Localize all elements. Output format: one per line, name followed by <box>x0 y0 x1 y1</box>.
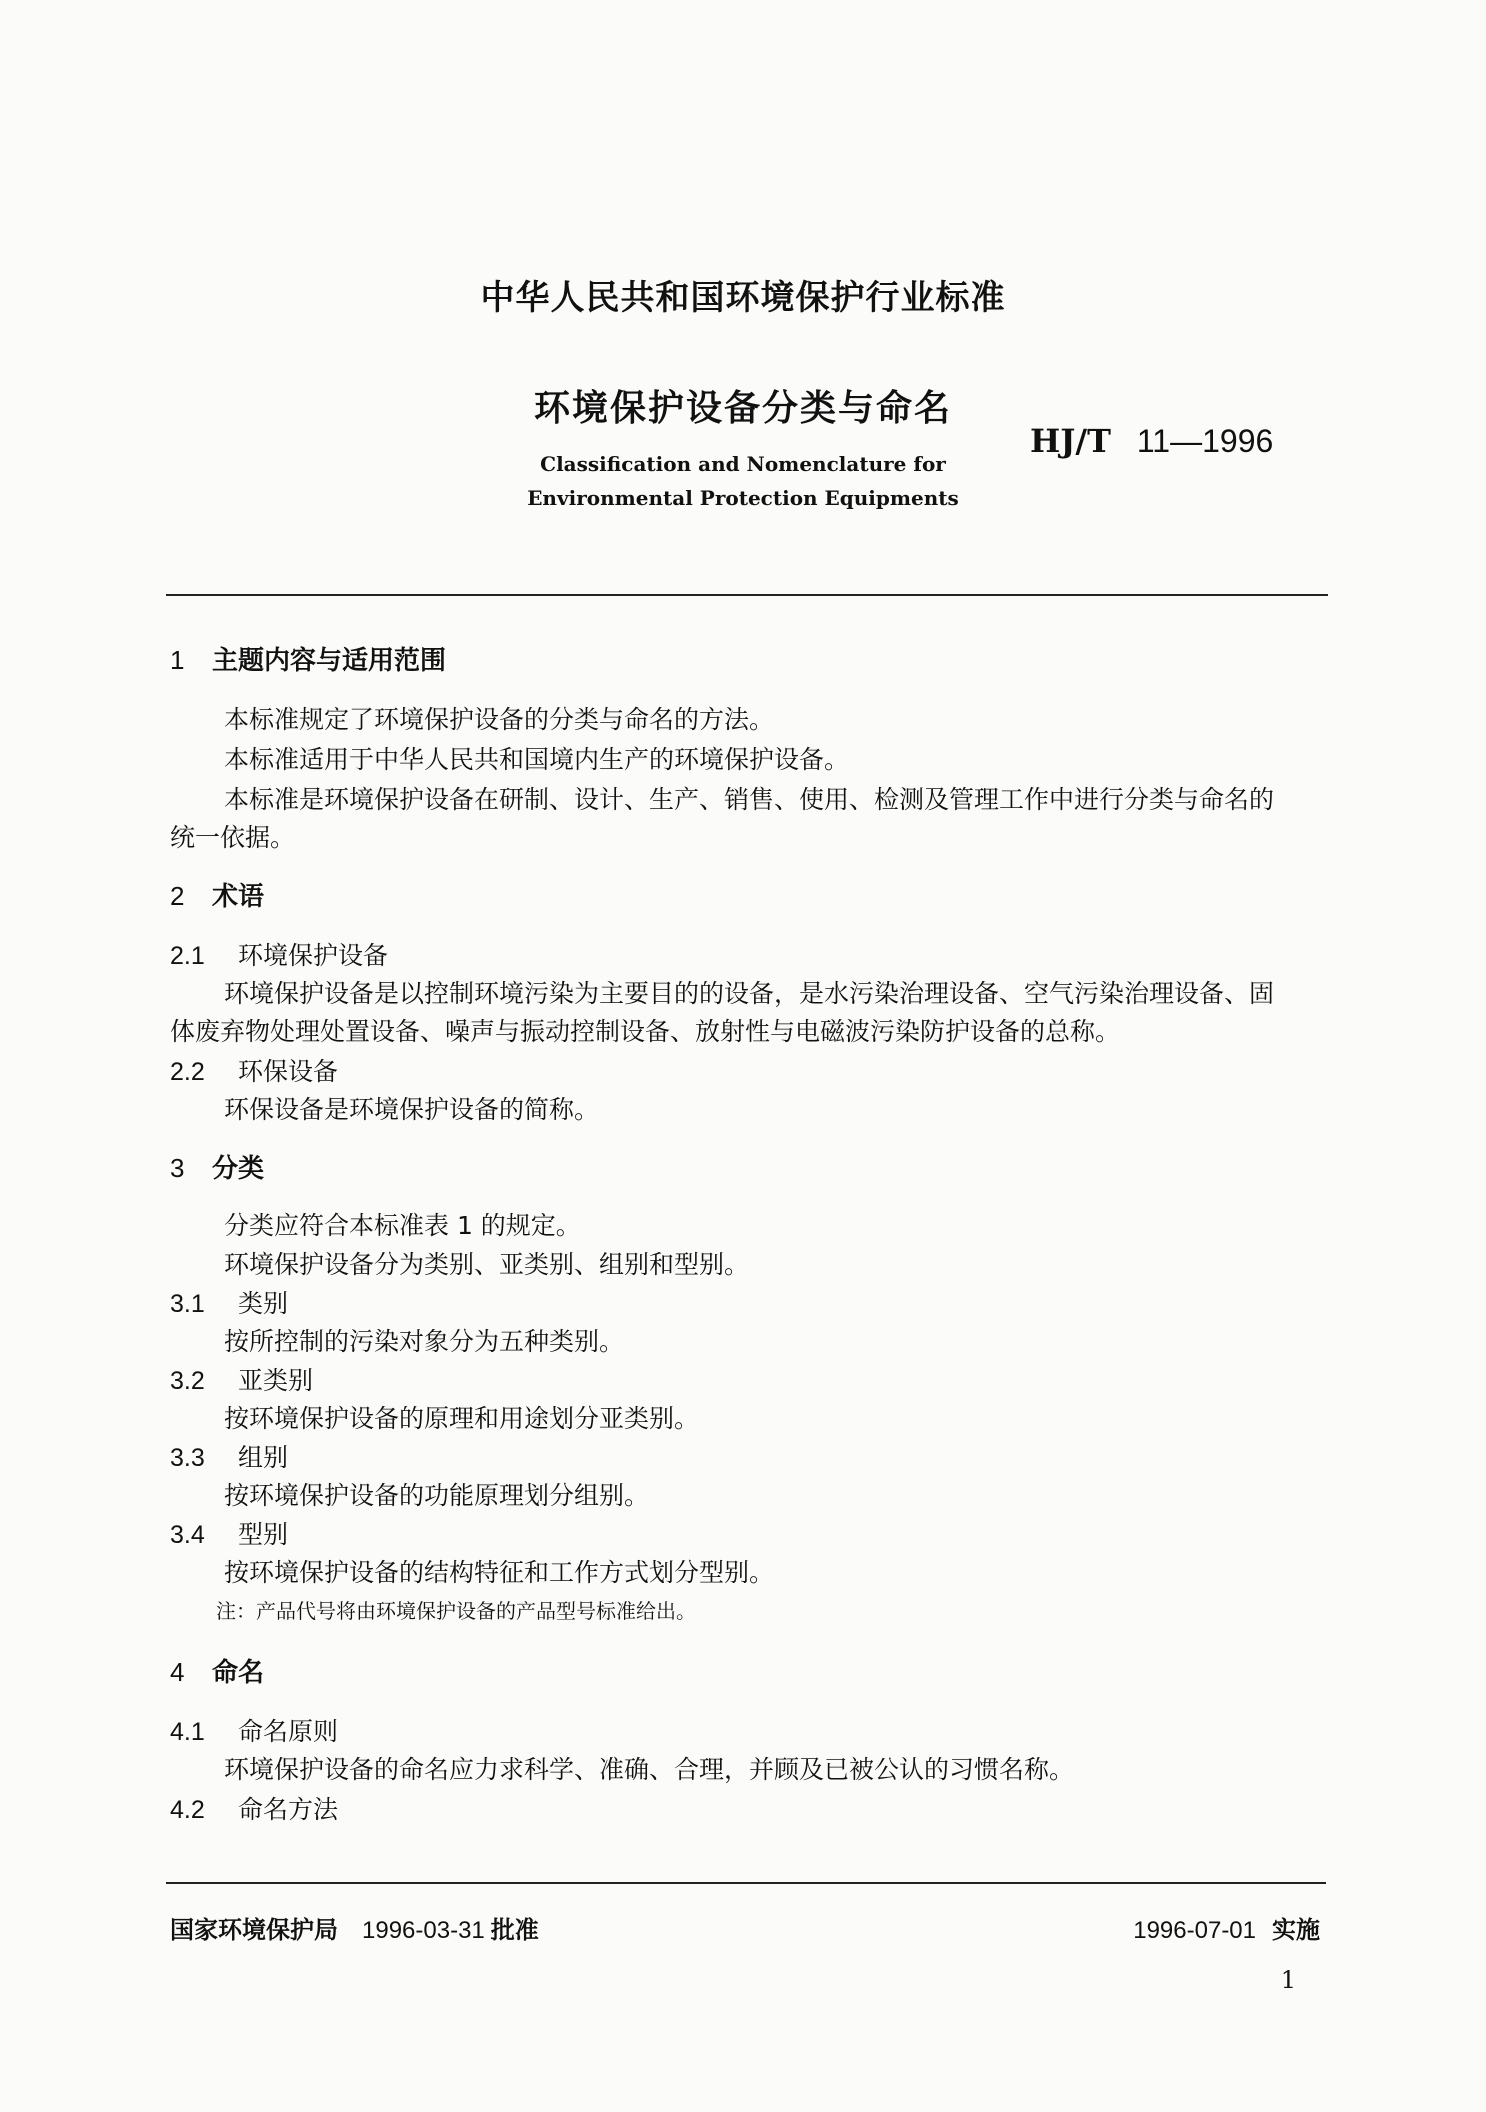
section-title: 主题内容与适用范围 <box>212 646 447 676</box>
subsection-number: 2.2 <box>170 1058 205 1086</box>
subsection-number: 4.1 <box>170 1718 205 1746</box>
footer-divider <box>166 1882 1326 1884</box>
subsection-heading-3-4 <box>170 1515 288 1551</box>
paragraph: 本标准规定了环境保护设备的分类与命名的方法。 <box>224 705 775 734</box>
approve-label: 批准 <box>490 1916 539 1944</box>
section-number: 2 <box>170 881 185 911</box>
subsection-number: 3.1 <box>170 1290 205 1318</box>
subsection-title: 环保设备 <box>238 1057 339 1086</box>
approve-date: 1996-03-31 <box>362 1917 485 1944</box>
paragraph: 本标准是环境保护设备在研制、设计、生产、销售、使用、检测及管理工作中进行分类与命名的 <box>224 785 1275 814</box>
page-number: 1 <box>1280 1966 1296 1994</box>
subsection-number: 2.1 <box>170 942 205 970</box>
section-title: 分类 <box>212 1154 265 1184</box>
section-heading-4 <box>170 1652 264 1689</box>
section-heading-3 <box>170 1148 264 1185</box>
issuer: 国家环境保护局 <box>170 1916 338 1944</box>
subsection-title: 类别 <box>238 1289 289 1318</box>
section-heading-2 <box>170 876 264 913</box>
paragraph: 环境保护设备的命名应力求科学、准确、合理，并顾及已被公认的习惯名称。 <box>224 1755 1075 1784</box>
paragraph: 环保设备是环境保护设备的简称。 <box>224 1095 600 1124</box>
effective-info <box>1133 1910 1320 1945</box>
subsection-heading-2-2 <box>170 1052 338 1088</box>
paragraph: 环境保护设备是以控制环境污染为主要目的的设备，是水污染治理设备、空气污染治理设备、固 <box>224 979 1275 1008</box>
paragraph-continuation: 体废弃物处理处置设备、噪声与振动控制设备、放射性与电磁波污染防护设备的总称。 <box>170 1017 1121 1046</box>
paragraph: 按环境保护设备的原理和用途划分亚类别。 <box>224 1404 700 1433</box>
subsection-number: 3.3 <box>170 1444 205 1472</box>
paragraph: 按环境保护设备的结构特征和工作方式划分型别。 <box>224 1558 775 1587</box>
approval-info <box>170 1910 539 1945</box>
standard-code-prefix: HJ/T <box>1030 422 1111 460</box>
subsection-number: 3.4 <box>170 1521 205 1549</box>
subsection-heading-3-1 <box>170 1284 288 1320</box>
note: 注：产品代号将由环境保护设备的产品型号标准给出。 <box>216 1599 696 1623</box>
subsection-title: 环境保护设备 <box>238 941 389 970</box>
paragraph: 分类应符合本标准表 1 的规定。 <box>224 1211 581 1240</box>
section-number: 3 <box>170 1153 185 1183</box>
section-heading-1 <box>170 640 446 677</box>
section-title: 命名 <box>212 1658 265 1688</box>
subsection-number: 4.2 <box>170 1796 205 1824</box>
paragraph: 本标准适用于中华人民共和国境内生产的环境保护设备。 <box>224 745 850 774</box>
paragraph-continuation: 统一依据。 <box>170 823 296 852</box>
subsection-heading-3-2 <box>170 1361 313 1397</box>
effective-date: 1996-07-01 <box>1133 1917 1256 1944</box>
english-title-line2: Environmental Protection Equipments <box>527 486 959 510</box>
header-divider <box>166 594 1328 596</box>
subsection-title: 亚类别 <box>238 1366 314 1395</box>
section-number: 1 <box>170 645 185 675</box>
standard-code-number: 11—1996 <box>1136 423 1274 459</box>
subsection-title: 命名原则 <box>238 1717 339 1746</box>
effective-label: 实施 <box>1272 1916 1320 1944</box>
paragraph: 按所控制的污染对象分为五种类别。 <box>224 1327 625 1356</box>
subsection-heading-4-2 <box>170 1790 338 1826</box>
english-title-line1: Classification and Nomenclature for <box>540 452 946 476</box>
subsection-title: 型别 <box>238 1520 289 1549</box>
standard-heading: 中华人民共和国环境保护行业标准 <box>480 278 1006 318</box>
subsection-heading-2-1 <box>170 936 388 972</box>
subsection-number: 3.2 <box>170 1367 205 1395</box>
section-title: 术语 <box>212 882 265 912</box>
paragraph: 按环境保护设备的功能原理划分组别。 <box>224 1481 650 1510</box>
paragraph: 环境保护设备分为类别、亚类别、组别和型别。 <box>224 1250 750 1279</box>
subsection-title: 组别 <box>238 1443 289 1472</box>
subsection-heading-3-3 <box>170 1438 288 1474</box>
subsection-title: 命名方法 <box>238 1795 339 1824</box>
section-number: 4 <box>170 1657 185 1687</box>
subsection-heading-4-1 <box>170 1712 338 1748</box>
document-title: 环境保护设备分类与命名 <box>533 388 952 429</box>
